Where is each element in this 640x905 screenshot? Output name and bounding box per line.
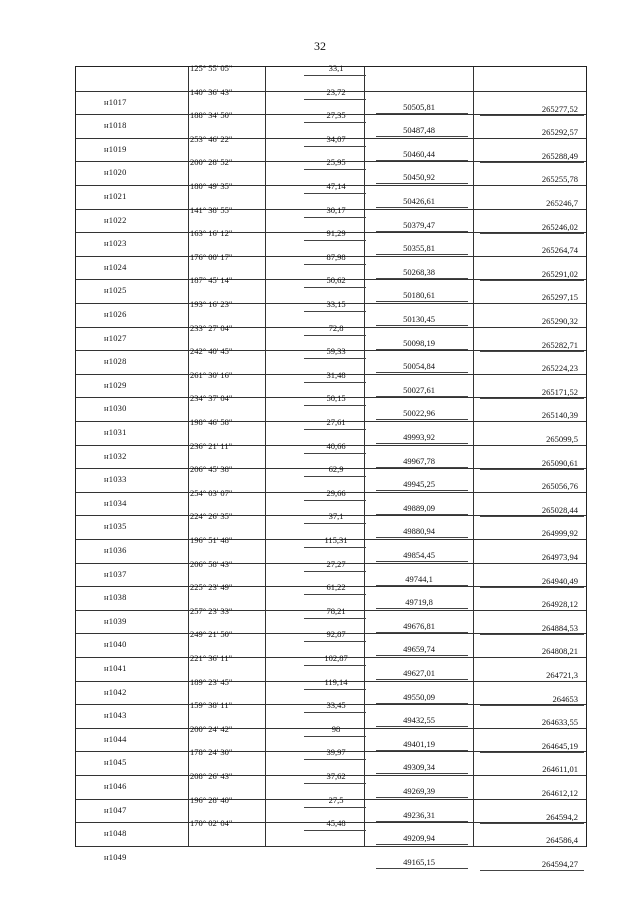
y-coordinate-cell bbox=[476, 292, 586, 302]
cell-underline bbox=[304, 264, 366, 265]
cell-underline bbox=[304, 547, 366, 548]
cell-underline bbox=[304, 287, 366, 288]
bearing-cell: 170° 02' 04" bbox=[190, 818, 233, 829]
table-row bbox=[76, 846, 586, 870]
page-number: 32 bbox=[314, 39, 326, 53]
distance-cell: 59,33 bbox=[326, 346, 346, 357]
x-coordinate-cell: 49550,09 bbox=[403, 691, 435, 702]
y-coordinate-value: 265255,78 bbox=[541, 174, 578, 185]
cell-underline bbox=[304, 335, 366, 336]
y-coordinate-value: 265246,02 bbox=[541, 221, 578, 232]
y-coordinate-cell bbox=[476, 481, 586, 491]
distance-cell: 33,15 bbox=[326, 299, 346, 309]
distance-cell: 47,14 bbox=[326, 181, 346, 191]
cell-underline bbox=[304, 382, 366, 383]
x-coordinate-cell: 50022,96 bbox=[403, 408, 435, 419]
y-coordinate-cell bbox=[476, 127, 586, 137]
bearing-cell: 189° 23' 45" bbox=[190, 676, 233, 687]
distance-cell: 37,1 bbox=[328, 511, 344, 522]
distance-cell: 119,14 bbox=[324, 676, 348, 687]
y-coordinate-value: 264633,55 bbox=[541, 717, 578, 728]
y-coordinate-cell bbox=[476, 623, 586, 633]
distance-cell: 34,07 bbox=[326, 133, 346, 144]
cell-underline bbox=[480, 870, 584, 871]
bearing-cell: 196° 51' 48" bbox=[190, 535, 233, 545]
x-coordinate-cell: 49744,1 bbox=[405, 573, 433, 584]
point-id: н1035 bbox=[104, 521, 127, 532]
cell-underline bbox=[304, 429, 366, 430]
y-coordinate-cell bbox=[476, 599, 586, 609]
point-id: н1023 bbox=[104, 238, 127, 249]
distance-cell: 30,17 bbox=[326, 204, 346, 215]
point-id: н1039 bbox=[104, 615, 127, 626]
distance-cell: 27,27 bbox=[326, 558, 346, 569]
bearing-cell: 233° 27' 04" bbox=[190, 322, 233, 333]
x-coordinate-cell: 50027,61 bbox=[403, 384, 435, 395]
distance-cell: 31,48 bbox=[326, 369, 346, 380]
y-coordinate-cell bbox=[476, 835, 586, 845]
x-coordinate-cell: 49627,01 bbox=[403, 668, 435, 678]
bearing-cell: 221° 36' 11" bbox=[190, 653, 233, 663]
y-coordinate-cell bbox=[476, 505, 586, 515]
point-id: н1026 bbox=[104, 309, 127, 319]
point-id: н1045 bbox=[104, 757, 127, 768]
x-coordinate-cell: 50054,84 bbox=[403, 361, 435, 372]
x-coordinate-cell: 49880,94 bbox=[403, 526, 435, 537]
y-coordinate-cell bbox=[476, 269, 586, 279]
y-coordinate-cell bbox=[476, 741, 586, 751]
x-coordinate-cell: 49309,34 bbox=[403, 762, 435, 773]
y-coordinate-cell bbox=[476, 717, 586, 727]
bearing-cell: 208° 26' 43" bbox=[190, 771, 233, 781]
y-coordinate-value bbox=[578, 80, 586, 90]
point-id: н1024 bbox=[104, 261, 127, 272]
point-id: н1034 bbox=[104, 497, 127, 508]
point-id: н1046 bbox=[104, 781, 127, 791]
distance-cell: 37,62 bbox=[326, 771, 346, 781]
y-coordinate-cell bbox=[476, 316, 586, 326]
point-id: н1031 bbox=[104, 427, 127, 437]
x-coordinate-cell: 49432,55 bbox=[403, 715, 435, 726]
point-id: н1029 bbox=[104, 379, 127, 390]
x-coordinate-cell: 49676,81 bbox=[403, 620, 435, 631]
y-coordinate-cell bbox=[476, 694, 586, 704]
cell-underline bbox=[304, 311, 366, 312]
y-coordinate-cell bbox=[476, 458, 586, 468]
distance-cell: 27,61 bbox=[326, 417, 346, 427]
point-id: н1044 bbox=[104, 733, 127, 744]
y-coordinate-value: 265291,02 bbox=[541, 268, 578, 279]
bearing-cell: 249° 21' 50" bbox=[190, 629, 233, 640]
y-coordinate-value: 265292,57 bbox=[541, 127, 578, 138]
bearing-cell: 159° 38' 11" bbox=[190, 700, 233, 711]
cell-underline bbox=[304, 500, 366, 501]
point-id: н1018 bbox=[104, 120, 127, 131]
cell-underline bbox=[304, 571, 366, 572]
point-id: н1038 bbox=[104, 592, 127, 603]
y-coordinate-cell bbox=[476, 552, 586, 562]
point-id: н1030 bbox=[104, 403, 127, 414]
point-id: н1021 bbox=[104, 191, 127, 201]
bearing-cell: 236° 21' 11" bbox=[190, 440, 233, 451]
cell-underline bbox=[304, 712, 366, 713]
point-id: н1033 bbox=[104, 474, 127, 485]
distance-cell: 50,15 bbox=[326, 393, 346, 404]
cell-underline bbox=[304, 217, 366, 218]
y-coordinate-cell bbox=[476, 174, 586, 184]
x-coordinate-cell: 50460,44 bbox=[403, 148, 435, 159]
bearing-cell: 141° 38' 55" bbox=[190, 204, 233, 215]
y-coordinate-value: 265290,32 bbox=[541, 316, 578, 326]
bearing-cell: 196° 28' 40" bbox=[190, 794, 233, 805]
y-coordinate-cell bbox=[476, 788, 586, 798]
y-coordinate-cell bbox=[476, 646, 586, 656]
distance-cell: 78,21 bbox=[326, 605, 346, 616]
x-coordinate-cell: 49165,15 bbox=[403, 856, 435, 867]
x-coordinate-cell: 49945,25 bbox=[403, 479, 435, 490]
point-id: н1036 bbox=[104, 545, 127, 555]
cell-underline bbox=[304, 665, 366, 666]
distance-cell: 39,97 bbox=[326, 747, 346, 758]
bearing-cell: 176° 00' 17" bbox=[190, 251, 233, 262]
y-coordinate-cell bbox=[476, 363, 586, 373]
distance-cell: 62,9 bbox=[328, 464, 344, 475]
y-coordinate-value: 264973,94 bbox=[541, 552, 578, 562]
cell-underline bbox=[304, 807, 366, 808]
y-coordinate-cell bbox=[476, 576, 586, 586]
y-coordinate-cell bbox=[476, 80, 586, 90]
bearing-cell: 178° 24' 30" bbox=[190, 747, 233, 758]
x-coordinate-cell: 50098,19 bbox=[403, 337, 435, 348]
y-coordinate-value: 265224,23 bbox=[541, 363, 578, 374]
bearing-cell: 206° 45' 38" bbox=[190, 464, 233, 475]
bearing-cell: 187° 45' 14" bbox=[190, 275, 233, 286]
y-coordinate-cell bbox=[476, 410, 586, 420]
point-id: н1032 bbox=[104, 450, 127, 461]
distance-cell: 25,95 bbox=[326, 157, 346, 168]
cell-underline bbox=[304, 240, 366, 241]
distance-cell: 91,29 bbox=[326, 228, 346, 239]
cell-underline bbox=[304, 736, 366, 737]
x-coordinate-cell: 50450,92 bbox=[403, 172, 435, 183]
bearing-cell: 200° 24' 42" bbox=[190, 723, 233, 734]
point-id: н1017 bbox=[104, 96, 127, 107]
y-coordinate-value: 264612,12 bbox=[541, 788, 578, 798]
x-coordinate-cell: 49209,94 bbox=[403, 833, 435, 844]
bearing-cell: 188° 34' 50" bbox=[190, 110, 233, 121]
point-id: н1043 bbox=[104, 710, 127, 721]
cell-underline bbox=[304, 146, 366, 147]
y-coordinate-cell bbox=[476, 859, 586, 869]
cell-underline bbox=[304, 99, 366, 100]
bearing-cell: 198° 46' 58" bbox=[190, 417, 233, 427]
y-coordinate-cell bbox=[476, 764, 586, 774]
bearing-cell: 257° 23' 33" bbox=[190, 605, 233, 616]
point-id: н1025 bbox=[104, 285, 127, 296]
y-coordinate-cell bbox=[476, 104, 586, 114]
cell-underline bbox=[304, 476, 366, 477]
bearing-cell: 253° 46' 22" bbox=[190, 133, 233, 144]
point-id: н1047 bbox=[104, 804, 127, 815]
x-coordinate-cell: 49889,09 bbox=[403, 502, 435, 513]
distance-cell: 87,98 bbox=[326, 251, 346, 262]
y-coordinate-value: 265090,61 bbox=[541, 457, 578, 468]
y-coordinate-value: 264653 bbox=[552, 693, 578, 704]
point-id: н1048 bbox=[104, 828, 127, 839]
bearing-cell: 261° 30' 16" bbox=[190, 369, 233, 380]
y-coordinate-value: 264940,49 bbox=[541, 575, 578, 586]
distance-cell: 61,22 bbox=[326, 582, 346, 593]
x-coordinate-cell: 50487,48 bbox=[403, 125, 435, 136]
distance-cell: 33,1 bbox=[328, 63, 344, 73]
y-coordinate-cell bbox=[476, 528, 586, 538]
coordinates-table bbox=[75, 63, 587, 869]
distance-cell: 45,48 bbox=[326, 818, 346, 829]
y-coordinate-value: 265171,52 bbox=[541, 386, 578, 397]
x-coordinate-cell: 49993,92 bbox=[403, 432, 435, 442]
point-id: н1037 bbox=[104, 568, 127, 579]
y-coordinate-value: 264594,2 bbox=[546, 811, 578, 822]
bearing-cell: 234° 37' 04" bbox=[190, 393, 233, 404]
row-divider bbox=[76, 846, 586, 847]
bearing-cell: 163° 16' 12" bbox=[190, 228, 233, 239]
distance-cell: 23,72 bbox=[326, 86, 346, 97]
bearing-cell: 224° 26' 35" bbox=[190, 511, 233, 522]
y-coordinate-cell bbox=[476, 198, 586, 208]
x-coordinate-cell: 50268,38 bbox=[403, 266, 435, 277]
cell-underline bbox=[304, 453, 366, 454]
x-coordinate-cell: 49719,8 bbox=[405, 597, 433, 608]
distance-cell: 50,62 bbox=[326, 275, 346, 286]
cell-underline bbox=[304, 830, 366, 831]
x-coordinate-cell: 50180,61 bbox=[403, 290, 435, 301]
cell-underline bbox=[304, 169, 366, 170]
y-coordinate-value: 265288,49 bbox=[541, 150, 578, 161]
y-coordinate-cell bbox=[476, 222, 586, 232]
y-coordinate-value: 265297,15 bbox=[541, 292, 578, 303]
bearing-cell: 193° 16' 23" bbox=[190, 299, 233, 309]
cell-underline bbox=[376, 868, 468, 869]
cell-underline bbox=[304, 618, 366, 619]
bearing-cell: 254° 03' 07" bbox=[190, 487, 233, 498]
cell-underline bbox=[304, 689, 366, 690]
y-coordinate-value: 264586,4 bbox=[546, 835, 578, 846]
point-id: н1027 bbox=[104, 332, 127, 343]
bearing-cell: 206° 58' 43" bbox=[190, 558, 233, 569]
bearing-cell: 180° 49' 35" bbox=[190, 181, 233, 191]
y-coordinate-cell bbox=[476, 387, 586, 397]
y-coordinate-cell bbox=[476, 812, 586, 822]
y-coordinate-value: 265277,52 bbox=[541, 103, 578, 114]
y-coordinate-value: 264928,12 bbox=[541, 599, 578, 610]
distance-cell: 72,8 bbox=[328, 322, 344, 333]
x-coordinate-cell: 50130,45 bbox=[403, 314, 435, 324]
x-coordinate-cell: 49236,31 bbox=[403, 809, 435, 820]
x-coordinate-cell: 49401,19 bbox=[403, 738, 435, 749]
point-id: н1022 bbox=[104, 214, 127, 225]
y-coordinate-value: 264611,01 bbox=[542, 764, 578, 775]
bearing-cell: 242° 40' 45" bbox=[190, 346, 233, 357]
y-coordinate-cell bbox=[476, 245, 586, 255]
distance-cell: 40,66 bbox=[326, 440, 346, 451]
y-coordinate-cell bbox=[476, 434, 586, 444]
y-coordinate-value: 265056,76 bbox=[541, 481, 578, 492]
x-coordinate-cell: 50505,81 bbox=[403, 101, 435, 112]
y-coordinate-value: 264999,92 bbox=[541, 528, 578, 539]
y-coordinate-cell bbox=[476, 151, 586, 161]
distance-cell: 33,45 bbox=[326, 700, 346, 711]
y-coordinate-value: 265264,74 bbox=[541, 245, 578, 256]
y-coordinate-value: 264884,53 bbox=[541, 622, 578, 633]
distance-cell: 92,87 bbox=[326, 629, 346, 640]
y-coordinate-value: 265028,44 bbox=[541, 504, 578, 515]
cell-underline bbox=[304, 75, 366, 76]
point-id: н1040 bbox=[104, 639, 127, 650]
cell-underline bbox=[304, 122, 366, 123]
table-row bbox=[76, 818, 586, 846]
distance-cell: 29,66 bbox=[326, 487, 346, 498]
x-coordinate-cell: 50379,47 bbox=[403, 219, 435, 230]
x-coordinate-cell: 49854,45 bbox=[403, 550, 435, 560]
x-coordinate-cell: 50355,81 bbox=[403, 243, 435, 254]
point-id: н1042 bbox=[104, 686, 127, 697]
point-id: н1049 bbox=[104, 851, 127, 862]
x-coordinate-cell: 49269,39 bbox=[403, 786, 435, 796]
y-coordinate-value: 264594,27 bbox=[541, 858, 578, 869]
distance-cell: 98 bbox=[331, 723, 341, 734]
x-coordinate-cell: 49967,78 bbox=[403, 455, 435, 466]
cell-underline bbox=[304, 358, 366, 359]
cell-underline bbox=[304, 594, 366, 595]
x-coordinate-cell: 49659,74 bbox=[403, 644, 435, 655]
point-id: н1041 bbox=[104, 663, 127, 673]
y-coordinate-value: 265282,71 bbox=[541, 339, 578, 350]
cell-underline bbox=[304, 641, 366, 642]
y-coordinate-cell bbox=[476, 340, 586, 350]
y-coordinate-value: 264721,3 bbox=[546, 670, 578, 680]
cell-underline bbox=[304, 523, 366, 524]
y-coordinate-value: 265246,7 bbox=[546, 198, 578, 208]
bearing-cell: 200° 28' 52" bbox=[190, 157, 233, 168]
distance-cell: 115,31 bbox=[324, 535, 348, 545]
x-coordinate-cell: 50426,61 bbox=[403, 196, 435, 206]
bearing-cell: 225° 23' 49" bbox=[190, 582, 233, 593]
point-id: н1019 bbox=[104, 143, 127, 154]
y-coordinate-cell bbox=[476, 670, 586, 680]
y-coordinate-value: 264645,19 bbox=[541, 740, 578, 751]
y-coordinate-value: 265140,39 bbox=[541, 410, 578, 421]
distance-cell: 27,35 bbox=[326, 110, 346, 121]
point-id: н1028 bbox=[104, 356, 127, 367]
cell-underline bbox=[304, 193, 366, 194]
point-id: н1020 bbox=[104, 167, 127, 178]
cell-underline bbox=[304, 759, 366, 760]
cell-underline bbox=[304, 405, 366, 406]
distance-cell: 102,87 bbox=[324, 653, 348, 663]
cell-underline bbox=[304, 783, 366, 784]
y-coordinate-value: 265099,5 bbox=[546, 434, 578, 444]
bearing-cell: 140° 36' 43" bbox=[190, 86, 233, 97]
distance-cell: 27,5 bbox=[328, 794, 344, 805]
bearing-cell: 125° 55' 05" bbox=[190, 63, 233, 73]
y-coordinate-value: 264808,21 bbox=[541, 646, 578, 657]
